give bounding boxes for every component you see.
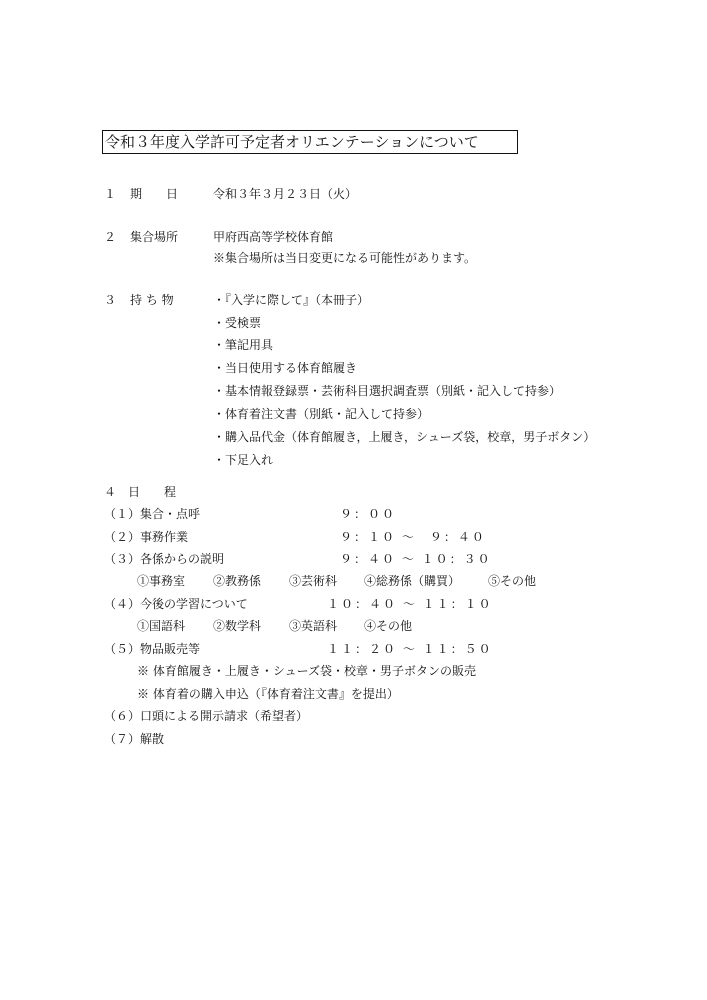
list-item: ・購入品代金（体育館履き，上履き，シューズ袋，校章，男子ボタン） (213, 430, 596, 444)
schedule-item-label: （７）解散 (104, 732, 165, 746)
section-2-note: ※集合場所は当日変更になる可能性があります。 (213, 251, 477, 265)
schedule-item-label: （４）今後の学習について (104, 597, 248, 611)
sales-note: ※ 体育館履き・上履き・シューズ袋・校章・男子ボタンの販売 (137, 664, 476, 678)
schedule-item-label: （３）各係からの説明 (104, 552, 225, 566)
document-title: 令和３年度入学許可予定者オリエンテーションについて (102, 130, 518, 154)
schedule-item-time: ９：４０ 〜 １０：３０ (340, 552, 492, 566)
sub-item: ①事務室 (137, 574, 186, 588)
schedule-item-time: ９：１０ 〜 ９：４０ (340, 530, 486, 544)
list-item: ・体育着注文書（別紙・記入して持参） (213, 407, 430, 421)
sub-item: ⑤その他 (488, 574, 537, 588)
list-item: ・下足入れ (213, 453, 274, 467)
section-1-date: 令和３年３月２３日（火） (213, 187, 358, 201)
sub-item: ②教務係 (213, 574, 262, 588)
list-item: ・受検票 (213, 316, 262, 330)
section-4-heading: ４ 日 程 (104, 485, 177, 499)
sub-item: ③芸術科 (289, 574, 338, 588)
sub-item: ④その他 (364, 619, 413, 633)
sub-item: ①国語科 (137, 619, 186, 633)
section-2-number: ２ (104, 230, 117, 244)
section-2-label: 集合場所 (130, 230, 179, 244)
sub-item: ②数学科 (213, 619, 262, 633)
section-1-number: １ (104, 187, 117, 201)
section-2-venue: 甲府西高等学校体育館 (213, 230, 334, 244)
schedule-item-label: （２）事務作業 (104, 530, 189, 544)
section-3-number: ３ (104, 293, 117, 307)
list-item: ・当日使用する体育館履き (213, 361, 358, 375)
schedule-item-time: ９：００ (340, 507, 397, 521)
schedule-item-time: １０：４０ 〜 １１：１０ (327, 597, 493, 611)
schedule-item-label: （５）物品販売等 (104, 642, 201, 656)
schedule-item-label: （１）集合・点呼 (104, 507, 201, 521)
schedule-item-time: １１：２０ 〜 １１：５０ (327, 642, 493, 656)
sub-item: ④総務係（購買） (364, 574, 461, 588)
section-1-label: 期 日 (130, 187, 179, 201)
list-item: ・筆記用具 (213, 338, 274, 352)
sub-item: ③英語科 (289, 619, 338, 633)
schedule-item-label: （６）口頭による開示請求（希望者） (104, 709, 309, 723)
sales-note: ※ 体育着の購入申込（『体育着注文書』を提出） (137, 687, 399, 701)
list-item: ・『入学に際して』（本冊子） (213, 293, 370, 307)
list-item: ・基本情報登録票・芸術科目選択調査票（別紙・記入して持参） (213, 384, 562, 398)
section-3-label: 持 ち 物 (130, 293, 174, 307)
